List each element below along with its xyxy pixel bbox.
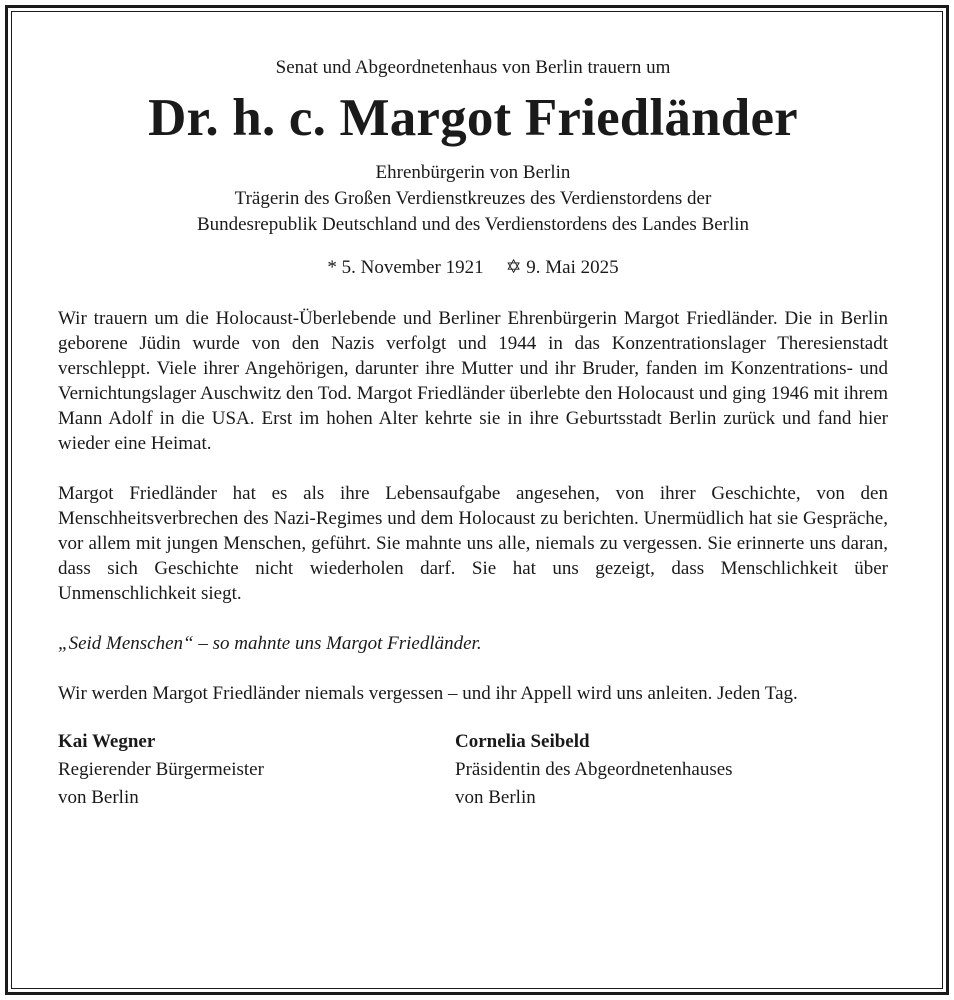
signer-name: Cornelia Seibeld (455, 731, 590, 752)
closing-paragraph: Wir werden Margot Friedländer niemals vergessen – und ihr Appell wird uns anleiten. Jeden Tag. (58, 683, 798, 704)
signer-place: von Berlin (455, 787, 536, 808)
title-line: Ehrenbürgerin von Berlin (375, 162, 571, 183)
signer-place: von Berlin (58, 787, 139, 808)
signer-block (58, 728, 455, 812)
body-paragraph: Wir trauern um die Holocaust-Überlebende und Berliner Ehrenbürgerin Margot Friedländer. Die in Berlin geborene Jüdin wurde von den Nazis verfolgt und 1944 in das Konzentrationslager Theresienstadt verschleppt. Viele ihrer Angehörigen, darunter ihre Mutter und ihr Bruder, fanden im Konzentrations- und Vernichtungslager Auschwitz den Tod. Margot Friedländer überlebte den Holocaust und ging 1946 mit ihrem Mann Adolf in die USA. Erst im hohen Alter kehrte sie in ihre Geburtsstadt Berlin zurück und fand hier wieder eine Heimat. (58, 308, 888, 454)
life-dates (58, 256, 888, 280)
deceased-name: Dr. h. c. Margot Friedländer (148, 89, 798, 147)
signer-role: Regierender Bürgermeister (58, 759, 264, 780)
death-date: ✡ 9. Mai 2025 (505, 257, 619, 278)
title-line: Bundesrepublik Deutschland und des Verdienstordens des Landes Berlin (196, 214, 750, 235)
birth-date: * 5. November 1921 (327, 257, 484, 278)
signer-name: Kai Wegner (58, 731, 156, 752)
quote-line: „Seid Menschen“ – so mahnte uns Margot Friedländer. (58, 633, 482, 654)
body-paragraph: Margot Friedländer hat es als ihre Lebensaufgabe angesehen, von ihrer Geschichte, von den Menschheitsverbrechen des Nazi-Regimes und dem Holocaust zu berichten. Unermüdlich hat sie Gespräche, vor allem mit jungen Menschen, geführt. Sie mahnte uns alle, niemals zu vergessen. Sie erinnerte uns daran, dass sich Geschichte nicht wiederholen darf. Sie hat uns gezeigt, dass Menschlichkeit über Unmenschlichkeit siegt. (58, 483, 888, 604)
intro-line: Senat und Abgeordnetenhaus von Berlin trauern um (275, 57, 671, 78)
honorary-titles (58, 160, 888, 238)
signer-role: Präsidentin des Abgeordnetenhauses (455, 759, 733, 780)
signer-block (455, 728, 852, 812)
title-line: Trägerin des Großen Verdienstkreuzes des Verdienstordens der (234, 188, 712, 209)
obituary-notice (58, 56, 888, 812)
signatories (58, 728, 888, 812)
